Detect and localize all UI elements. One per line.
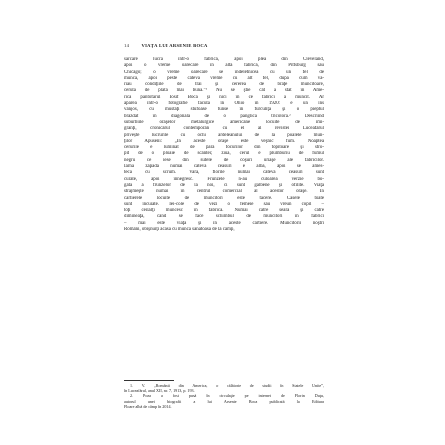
text-line: ţilor Apuseni: „În aceste oraşe este veşnic fum. Noaptea — [124, 138, 324, 144]
text-line: negru ce iese din sutele de coşuri uriaşe ale fabricilor. — [124, 157, 324, 163]
text-line: cartierele locuite de muncitori este tăcere. Casele toate — [124, 195, 324, 201]
text-line: apoi o vreme oarecare în altă fabrică, din Pittsburg sau — [124, 63, 324, 69]
text-line: brăzdat în diagonală de o panglică tricoloră.² Descriind — [124, 113, 324, 119]
text-line: cerută de plata mai bună.”¹ Nu se ştie cât a stat în Ame- — [124, 88, 324, 94]
footnote-separator — [124, 380, 174, 381]
page-number: 14 — [124, 43, 130, 48]
text-line: rica pantofarul Iosif Boca şi nici în ce fabrici a muncit. Ar — [124, 94, 324, 100]
text-line: sunt încuiate. Iei-cole de vezi o femeie sau vreun copil – — [124, 201, 324, 207]
text-line: Iarna zăpada numai câteva ceasuri e albă, apoi se ames- — [124, 164, 324, 170]
text-line: granţi, cronicarul contemporan cu el al revistei Luceafărul — [124, 126, 324, 132]
text-line: dimineaţă, când se face schimbul de muncitori în fabrici — [124, 214, 324, 220]
text-line: cerurile e luminat de para focurilor din topitoare şi stro- — [124, 145, 324, 151]
footnote-line: în Luceafărul, anul XII, nr. 7, 1913, p. 193. — [124, 388, 195, 394]
text-line: – mai este viaţă şi în aceste cartiere. Muncitorii noştri — [124, 220, 324, 226]
text-line: sarcare lucra într-o fabrică, apoi pleă din Cleveland, — [124, 57, 324, 62]
running-title: VIAŢA LUI ARSENIE BOCA — [141, 43, 208, 48]
text-line: Chicago; o vreme oarecare se îndeletnicea cu un fel de — [124, 69, 324, 75]
text-line: Români, obişnuiţi acasă cu munca sănătoasă de la câmp, — [124, 227, 235, 233]
text-line: suburbiile oraşelor metalurgice americane locuite de imi- — [124, 119, 324, 125]
body-text — [124, 57, 324, 233]
text-line: vânjos, cu mustăţi stufoase tunse în furculiţă şi o pieptul — [124, 107, 324, 113]
footnote-line: 1. V. „Românii din America, o călătorie de studii în Statele Unite”, — [130, 383, 324, 388]
text-line: privește lucrurile cu ochi ardeleanului de la poalele mun- — [124, 132, 324, 138]
running-header — [124, 42, 324, 50]
text-line: riau condiţiile de trai şi cererea de braţe muncitoare, — [124, 82, 324, 88]
text-line: gată a frunzelor de la noi, ci sunt galbene şi ofilite. Viaţa — [124, 182, 324, 188]
footnote-line: 2. Poza a fost pusă în circulaţie pe internet de Florin Duţu, — [130, 393, 324, 399]
text-line: străjmeşte numai în centrul comercial al acestor oraşe. În — [124, 189, 324, 195]
text-line: muncă, apoi peste câteva vreme cu alt fel, după cum va- — [124, 75, 324, 81]
footnote-line: Floare albă de câmp în 2014. — [124, 403, 172, 409]
text-line: tecă cu scrum. Vara, florile numai câteva ceasuri sunt — [124, 170, 324, 176]
text-line: pit de o ploaie de scântei; ziua, cerul e plumburiu de fumul — [124, 151, 324, 157]
text-line: apărea într-o fotografie făcută în Ohio în 1920: e un ins — [124, 101, 324, 107]
text-line: toţi ceilalţi muncesc în fabrică. Numai către seară şi către — [124, 208, 324, 214]
text-line: curate, apoi înnegresc. Frunzele n-au culoarea verzie bo- — [124, 176, 324, 182]
footnotes — [124, 383, 324, 409]
footnote-line: autorul unei biografii a lui Arsenie Boca publicată la Editura — [124, 398, 324, 404]
